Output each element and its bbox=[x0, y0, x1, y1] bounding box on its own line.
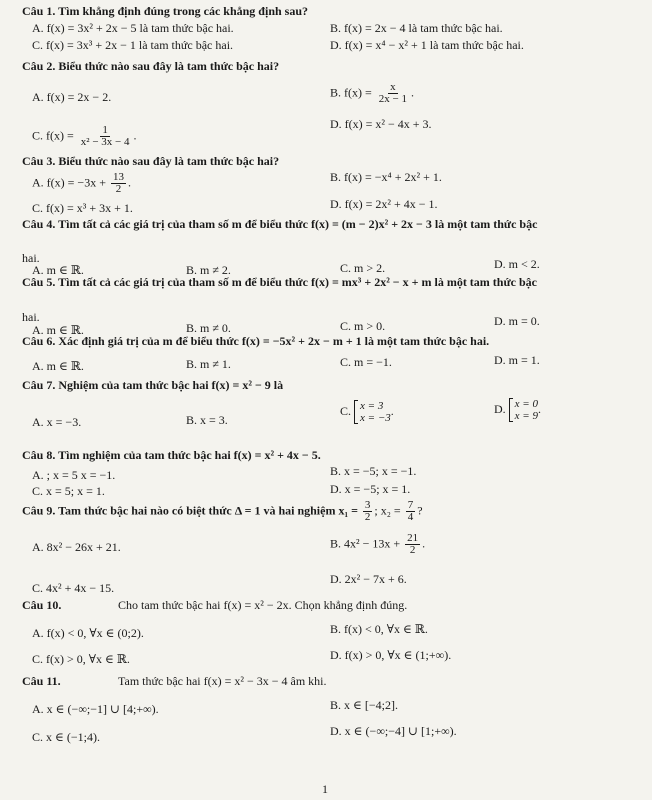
q9-x1-fraction: $\frac{3}{2}$ bbox=[364, 499, 371, 523]
q9-option-a: A. 8x² − 26x + 21. bbox=[32, 540, 121, 554]
q6-option-c: C. m = −1. bbox=[340, 355, 392, 369]
q1-option-d: D. f(x) = x⁴ − x² + 1 là tam thức bậc hai. bbox=[330, 38, 524, 52]
q2-option-a: A. f(x) = 2x − 2. bbox=[32, 90, 112, 104]
q2-option-c-fraction: $\frac{1}{\text{x² − 3x − 4}}$ bbox=[80, 124, 130, 148]
page-number: 1 bbox=[322, 782, 328, 796]
q10-stem-text: Cho tam thức bậc hai f(x) = x² − 2x. Chọn khẳng định đúng. bbox=[118, 598, 408, 612]
q1-option-b: B. f(x) = 2x − 4 là tam thức bậc hai. bbox=[330, 21, 503, 35]
q3-option-a-label: A. f(x) = −3x + bbox=[32, 175, 106, 190]
q7-option-c: C. x = 3 x = −3 . bbox=[340, 400, 394, 424]
q2-option-b-label: B. f(x) = bbox=[330, 85, 372, 100]
q2-option-c-label: C. f(x) = bbox=[32, 128, 74, 143]
q10-stem: Câu 10. bbox=[22, 598, 62, 612]
q5-option-b: B. m ≠ 0. bbox=[186, 321, 231, 335]
q7-option-a: A. x = −3. bbox=[32, 415, 82, 429]
q1-option-a: A. f(x) = 3x² + 2x − 5 là tam thức bậc hai. bbox=[32, 21, 234, 35]
q5-option-a: A. m ∈ ℝ. bbox=[32, 323, 84, 337]
q9-option-d: D. 2x² − 7x + 6. bbox=[330, 572, 407, 586]
q3-option-a-fraction: $\frac{13}{2}$ bbox=[112, 171, 124, 195]
q9-option-c: C. 4x² + 4x − 15. bbox=[32, 581, 115, 595]
q7-option-c-brace: x = 3 x = −3 bbox=[354, 400, 391, 424]
q5-option-d: D. m = 0. bbox=[494, 314, 540, 328]
q10-option-c: C. f(x) > 0, ∀x ∈ ℝ. bbox=[32, 652, 130, 666]
q6-option-a: A. m ∈ ℝ. bbox=[32, 359, 84, 373]
q3-option-b: B. f(x) = −x⁴ + 2x² + 1. bbox=[330, 170, 442, 184]
q6-option-b: B. m ≠ 1. bbox=[186, 357, 231, 371]
q6-stem: Câu 6. Xác định giá trị của m để biểu thức f(x) = −5x² + 2x − m + 1 là một tam thức bậc hai. bbox=[22, 334, 490, 348]
q8-option-b: B. x = −5; x = −1. bbox=[330, 464, 417, 478]
q4-stem: Câu 4. Tìm tất cả các giá trị của tham số m để biểu thức f(x) = (m − 2)x² + 2x − 3 là một tam thức bậc bbox=[22, 217, 538, 231]
q2-option-c: C. f(x) = $\frac{1}{\text{x² − 3x − 4}}$ . bbox=[32, 124, 137, 148]
q10-option-b: B. f(x) < 0, ∀x ∈ ℝ. bbox=[330, 622, 428, 636]
q1-option-c: C. f(x) = 3x³ + 2x − 1 là tam thức bậc hai. bbox=[32, 38, 234, 52]
q4-option-a: A. m ∈ ℝ. bbox=[32, 263, 84, 277]
q8-option-d: D. x = −5; x = 1. bbox=[330, 482, 411, 496]
q7-option-d-brace: x = 0 x = 9 bbox=[509, 398, 538, 422]
q8-option-a: A. ; x = 5 x = −1. bbox=[32, 468, 116, 482]
q7-option-d: D. x = 0 x = 9 . bbox=[494, 398, 541, 422]
q3-option-d: D. f(x) = 2x² + 4x − 1. bbox=[330, 197, 438, 211]
q2-option-d: D. f(x) = x² − 4x + 3. bbox=[330, 117, 432, 131]
q10-option-d: D. f(x) > 0, ∀x ∈ (1;+∞). bbox=[330, 648, 452, 662]
q3-option-c: C. f(x) = x³ + 3x + 1. bbox=[32, 201, 133, 215]
q11-stem: Câu 11. bbox=[22, 674, 61, 688]
q2-stem: Câu 2. Biểu thức nào sau đây là tam thức bậc hai? bbox=[22, 59, 280, 73]
q1-stem: Câu 1. Tìm khẳng định đúng trong các khẳng định sau? bbox=[22, 4, 309, 18]
q8-stem: Câu 8. Tìm nghiệm của tam thức bậc hai f(x) = x² + 4x − 5. bbox=[22, 448, 321, 462]
q8-option-c: C. x = 5; x = 1. bbox=[32, 484, 105, 498]
q5-option-c: C. m > 0. bbox=[340, 319, 386, 333]
q11-option-d: D. x ∈ (−∞;−4] ∪ [1;+∞). bbox=[330, 724, 457, 738]
q6-option-d: D. m = 1. bbox=[494, 353, 540, 367]
q9-option-b: B. 4x² − 13x + $\frac{21}{2}$ . bbox=[330, 532, 426, 556]
q11-option-c: C. x ∈ (−1;4). bbox=[32, 730, 100, 744]
q4-option-b: B. m ≠ 2. bbox=[186, 263, 231, 277]
q7-option-b: B. x = 3. bbox=[186, 413, 228, 427]
q7-stem: Câu 7. Nghiệm của tam thức bậc hai f(x) = x² − 9 là bbox=[22, 378, 284, 392]
q2-option-b-fraction: $\frac{x}{2x - 1}$ bbox=[378, 81, 407, 105]
q11-option-a: A. x ∈ (−∞;−1] ∪ [4;+∞). bbox=[32, 702, 159, 716]
q9-option-b-fraction: $\frac{21}{2}$ bbox=[407, 532, 419, 556]
q9-option-b-label: B. 4x² − 13x + bbox=[330, 536, 401, 551]
q10-option-a: A. f(x) < 0, ∀x ∈ (0;2). bbox=[32, 626, 144, 640]
q11-stem-text: Tam thức bậc hai f(x) = x² − 3x − 4 âm khi. bbox=[118, 674, 327, 688]
q4-option-d: D. m < 2. bbox=[494, 257, 540, 271]
q4-stem-cont: hai. bbox=[22, 251, 40, 265]
q9-x2-fraction: $\frac{7}{4}$ bbox=[407, 499, 414, 523]
q5-stem: Câu 5. Tìm tất cả các giá trị của tham số m để biểu thức f(x) = mx³ + 2x² − x + m là một tam thức bậc bbox=[22, 275, 537, 289]
q11-option-b: B. x ∈ [−4;2]. bbox=[330, 698, 398, 712]
q4-option-c: C. m > 2. bbox=[340, 261, 386, 275]
q3-option-a: A. f(x) = −3x + $\frac{13}{2}$ . bbox=[32, 171, 131, 195]
q9-stem: Câu 9. Tam thức bậc hai nào có biệt thức Δ = 1 và hai nghiệm x₁ = $\frac{3}{2}$ ; x₂ = $\frac{7}{4}$ ? bbox=[22, 499, 423, 523]
q2-option-b: B. f(x) = $\frac{x}{2x - 1}$ . bbox=[330, 81, 414, 105]
q5-stem-cont: hai. bbox=[22, 310, 40, 324]
q3-stem: Câu 3. Biểu thức nào sau đây là tam thức bậc hai? bbox=[22, 154, 280, 168]
